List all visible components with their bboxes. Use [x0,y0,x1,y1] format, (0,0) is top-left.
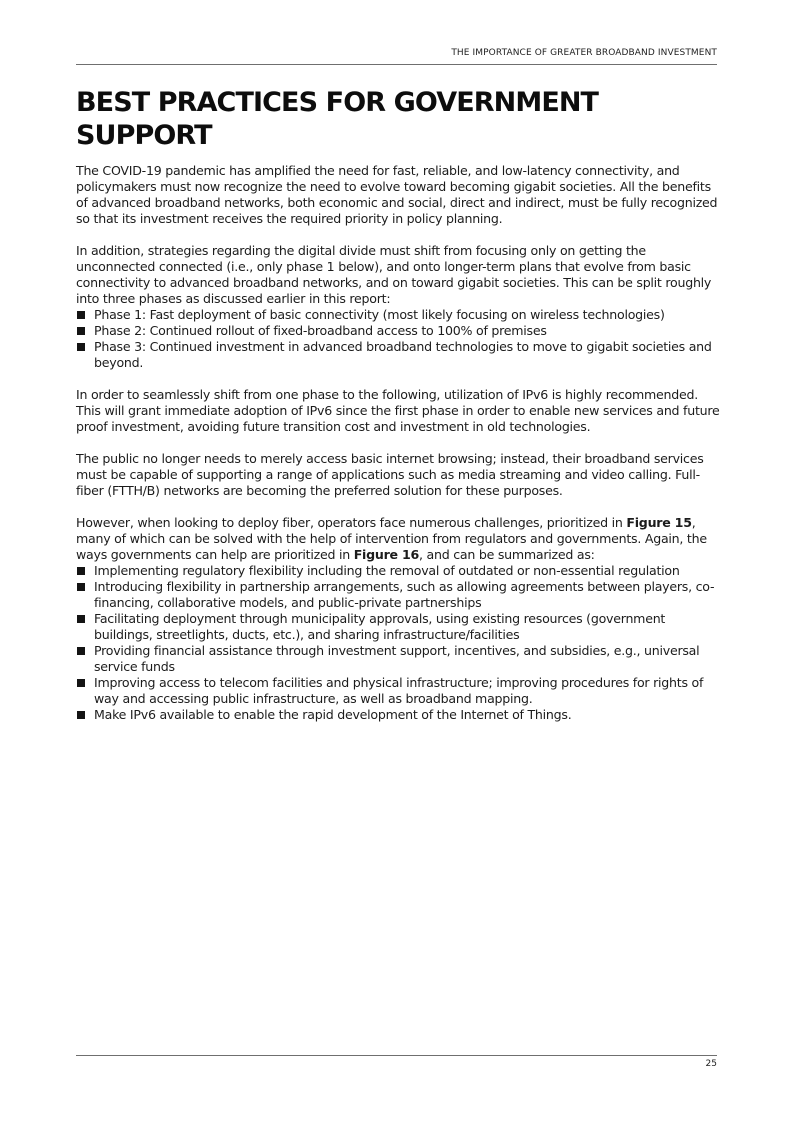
header-divider [76,64,717,65]
list-item-text: Phase 1: Fast deployment of basic connectivity (most likely focusing on wireless technologies) [94,307,665,322]
list-item-ipv6-iot [76,707,721,723]
text-segment: , many of which can be solved with the help of intervention from regulators and governments. Again, the ways governments can help are prioritized in [76,515,707,562]
phases-list [76,307,721,371]
square-bullet-icon [77,647,85,655]
list-item-phase-1 [76,307,721,323]
paragraph-intro: The COVID-19 pandemic has amplified the need for fast, reliable, and low-latency connectivity, and policymakers must now recognize the need to evolve toward becoming gigabit societies. All the benefits of advanced broadband networks, both economic and social, direct and indirect, must be fully recognized so that its investment receives the required priority in policy planning. [76,163,718,226]
square-bullet-icon [77,615,85,623]
square-bullet-icon [77,311,85,319]
list-item-phase-3 [76,339,721,371]
list-item-text: Implementing regulatory flexibility including the removal of outdated or non-essential regulation [94,563,680,578]
government-help-list [76,563,721,723]
list-item-text: Facilitating deployment through municipality approvals, using existing resources (government buildings, streetlights, ducts, etc.), and sharing infrastructure/facilities [94,611,666,642]
list-item-text: Phase 3: Continued investment in advanced broadband technologies to move to gigabit societies and beyond. [94,339,712,370]
running-header: THE IMPORTANCE OF GREATER BROADBAND INVESTMENT [451,48,717,58]
square-bullet-icon [77,711,85,719]
list-item-text: Improving access to telecom facilities and physical infrastructure; improving procedures for rights of way and accessing public infrastructure, as well as broadband mapping. [94,675,704,706]
paragraph-full-fiber: The public no longer needs to merely access basic internet browsing; instead, their broadband services must be capable of supporting a range of applications such as media streaming and video calling. Full-fiber (FTTH/B) networks are becoming the preferred solution for these purposes. [76,451,704,498]
figure-15-reference: Figure 15 [626,515,692,530]
page-number: 25 [705,1059,717,1069]
paragraph-ipv6: In order to seamlessly shift from one phase to the following, utilization of IPv6 is highly recommended. This will grant immediate adoption of IPv6 since the first phase in order to enable new services and future proof investment, avoiding future transition cost and investment in old technologies. [76,387,720,434]
text-segment: However, when looking to deploy fiber, operators face numerous challenges, prioritized in [76,515,627,530]
square-bullet-icon [77,583,85,591]
list-item-regulatory-flexibility [76,563,721,579]
square-bullet-icon [77,343,85,351]
square-bullet-icon [77,679,85,687]
body-text [76,163,721,739]
list-item-facilitating-deployment [76,611,721,643]
list-item-text: Introducing flexibility in partnership arrangements, such as allowing agreements between players, co-financing, collaborative models, and public-private partnerships [94,579,715,610]
text-segment: , and can be summarized as: [419,547,595,562]
list-item-phase-2 [76,323,721,339]
paragraph-digital-divide: In addition, strategies regarding the digital divide must shift from focusing only on getting the unconnected connected (i.e., only phase 1 below), and onto longer-term plans that evolve from basic connectivity to advanced broadband networks, and on toward gigabit societies. This can be split roughly into three phases as discussed earlier in this report: [76,243,712,306]
list-item-partnership-flexibility [76,579,721,611]
footer-divider [76,1055,717,1056]
list-item-text: Providing financial assistance through investment support, incentives, and subsidies, e.g., universal service funds [94,643,700,674]
figure-16-reference: Figure 16 [353,547,419,562]
paragraph-fiber-challenges [76,515,721,563]
list-item-infrastructure-access [76,675,721,707]
square-bullet-icon [77,567,85,575]
list-item-text: Make IPv6 available to enable the rapid development of the Internet of Things. [94,707,572,722]
list-item-text: Phase 2: Continued rollout of fixed-broadband access to 100% of premises [94,323,547,338]
square-bullet-icon [77,327,85,335]
page-title: BEST PRACTICES FOR GOVERNMENT SUPPORT [76,87,599,151]
list-item-financial-assistance [76,643,721,675]
